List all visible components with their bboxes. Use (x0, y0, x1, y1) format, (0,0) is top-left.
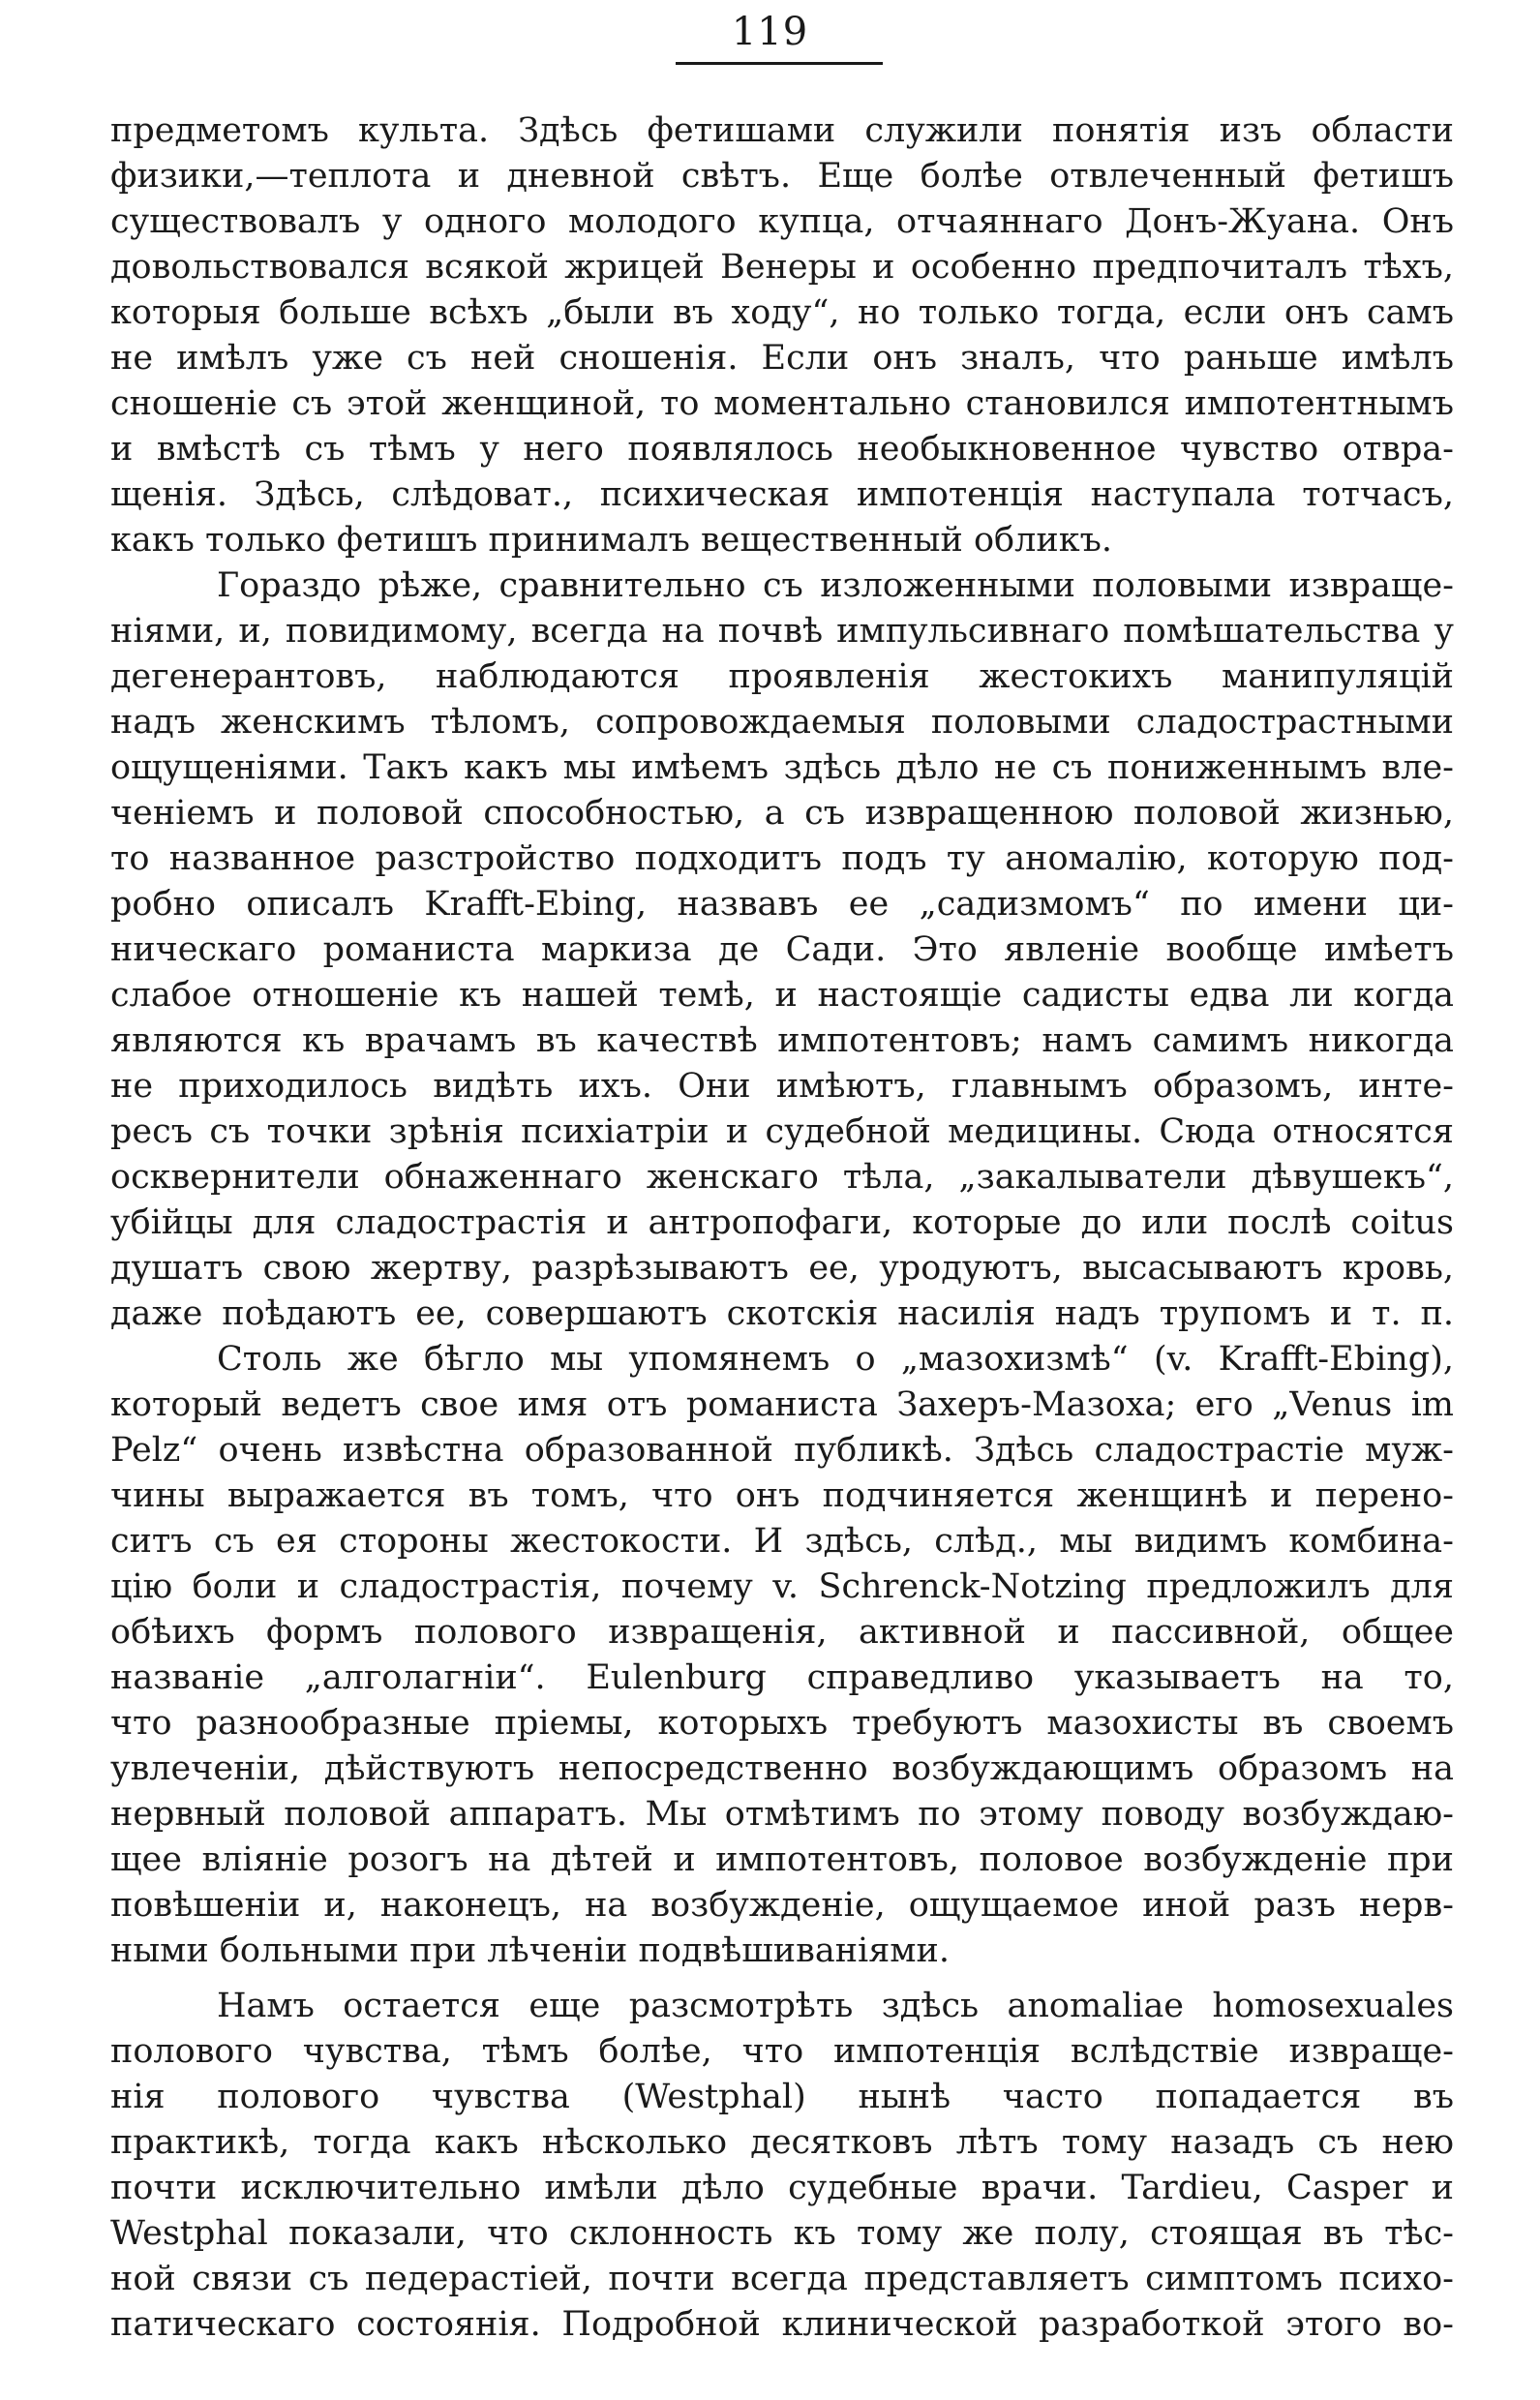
paragraph (110, 563, 1454, 1337)
text-line: Гораздо рѣже, сравнительно съ изложенными половыми извраще- (217, 566, 1454, 605)
text-line: ніями, и, повидимому, всегда на почвѣ импульсивнаго помѣшательства у (110, 612, 1454, 651)
text-line: Намъ остается еще разсмотрѣть здѣсь anomaliae homosexuales (217, 1987, 1454, 2025)
text-line: душатъ свою жертву, разрѣзываютъ ее, уродуютъ, высасываютъ кровь, (110, 1249, 1454, 1288)
text-line: полового чувства, тѣмъ болѣе, что импотенція вслѣдствіе извраще- (110, 2032, 1454, 2071)
text-line: довольствовался всякой жрицей Венеры и особенно предпочиталъ тѣхъ, (110, 248, 1454, 287)
text-line: не имѣлъ уже съ ней сношенія. Если онъ зналъ, что раньше имѣлъ (110, 339, 1454, 378)
text-line: Westphal показали, что склонность къ тому же полу, стоящая въ тѣс- (110, 2214, 1454, 2253)
text-line: осквернители обнаженнаго женскаго тѣла, „закалыватели дѣвушекъ“, (110, 1158, 1454, 1197)
text-line: робно описалъ Krafft-Ebing, назвавъ ее „садизмомъ“ по имени ци- (110, 885, 1454, 924)
body-text (110, 108, 1454, 2348)
text-line: названіе „алголагніи“. Eulenburg справедливо указываетъ на то, (110, 1658, 1454, 1697)
text-line: физики,—теплота и дневной свѣтъ. Еще болѣе отвлеченный фетишъ (110, 157, 1454, 196)
text-line: ными больными при лѣченіи подвѣшиваніями. (110, 1931, 950, 1970)
text-line: что разнообразные пріемы, которыхъ требуютъ мазохисты въ своемъ (110, 1704, 1454, 1743)
text-line: ническаго романиста маркиза де Сади. Это явленіе вообще имѣетъ (110, 930, 1454, 969)
page-number-rule (676, 62, 883, 65)
text-line: ощущеніями. Такъ какъ мы имѣемъ здѣсь дѣло не съ пониженнымъ вле- (110, 748, 1454, 787)
text-line: не приходилось видѣть ихъ. Они имѣютъ, главнымъ образомъ, инте- (110, 1067, 1454, 1106)
text-line: патическаго состоянія. Подробной клинической разработкой этого во- (110, 2305, 1454, 2344)
text-line: слабое отношеніе къ нашей темѣ, и настоящіе садисты едва ли когда (110, 976, 1454, 1015)
text-line: Pelz“ очень извѣстна образованной публикѣ. Здѣсь сладострастіе муж- (110, 1431, 1454, 1470)
text-line: практикѣ, тогда какъ нѣсколько десятковъ лѣтъ тому назадъ съ нею (110, 2123, 1454, 2162)
text-line: и вмѣстѣ съ тѣмъ у него появлялось необыкновенное чувство отвра- (110, 430, 1454, 469)
paragraph (110, 1337, 1454, 1974)
text-line: предметомъ культа. Здѣсь фетишами служили понятія изъ области (110, 111, 1454, 150)
text-line: который ведетъ свое имя отъ романиста Захеръ-Мазоха; его „Venus im (110, 1385, 1454, 1424)
text-line: то названное разстройство подходитъ подъ ту аномалію, которую под- (110, 839, 1454, 878)
text-line: дегенерантовъ, наблюдаются проявленія жестокихъ манипуляцій (110, 657, 1454, 696)
text-line: ченіемъ и половой способностью, а съ извращенною половой жизнью, (110, 794, 1454, 833)
text-line: надъ женскимъ тѣломъ, сопровождаемыя половыми сладострастными (110, 703, 1454, 742)
text-line: ситъ съ ея стороны жестокости. И здѣсь, слѣд., мы видимъ комбина- (110, 1522, 1454, 1561)
text-line: являются къ врачамъ въ качествѣ импотентовъ; намъ самимъ никогда (110, 1021, 1454, 1060)
paragraph (110, 1984, 1454, 2348)
text-line: нія полового чувства (Westphal) нынѣ часто попадается въ (110, 2078, 1454, 2116)
paragraph (110, 108, 1454, 563)
text-line: ресъ съ точки зрѣнія психіатріи и судебной медицины. Сюда относятся (110, 1112, 1454, 1151)
text-line: щенія. Здѣсь, слѣдоват., психическая импотенція наступала тотчасъ, (110, 475, 1454, 514)
text-line: которыя больше всѣхъ „были въ ходу“, но только тогда, если онъ самъ (110, 293, 1454, 332)
text-line: почти исключительно имѣли дѣло судебные врачи. Tardieu, Casper и (110, 2169, 1454, 2207)
text-line: даже поѣдаютъ ее, совершаютъ скотскія насилія надъ трупомъ и т. п. (110, 1294, 1454, 1333)
text-line: убійцы для сладострастія и антропофаги, которые до или послѣ coitus (110, 1203, 1454, 1242)
text-line: чины выражается въ томъ, что онъ подчиняется женщинѣ и перено- (110, 1476, 1454, 1515)
text-line: увлеченіи, дѣйствуютъ непосредственно возбуждающимъ образомъ на (110, 1749, 1454, 1788)
text-line: щее вліяніе розогъ на дѣтей и импотентовъ, половое возбужденіе при (110, 1840, 1454, 1879)
text-line: Столь же бѣгло мы упомянемъ о „мазохизмѣ“ (v. Krafft-Ebing), (217, 1340, 1454, 1379)
text-line: цію боли и сладострастія, почему v. Schrenck-Notzing предложилъ для (110, 1567, 1454, 1606)
paragraph-spacer (110, 1974, 1454, 1984)
text-line: какъ только фетишъ принималъ вещественный обликъ. (110, 521, 1112, 560)
text-line: повѣшеніи и, наконецъ, на возбужденіе, ощущаемое иной разъ нерв- (110, 1886, 1454, 1925)
text-line: ной связи съ педерастіей, почти всегда представляетъ симптомъ психо- (110, 2260, 1454, 2298)
text-line: обѣихъ формъ полового извращенія, активной и пассивной, общее (110, 1613, 1454, 1652)
text-line: сношеніе съ этой женщиной, то моментально становился импотентнымъ (110, 384, 1454, 423)
page-number: 119 (731, 10, 809, 54)
text-line: нервный половой аппаратъ. Мы отмѣтимъ по этому поводу возбуждаю- (110, 1795, 1454, 1834)
text-line: существовалъ у одного молодого купца, отчаяннаго Донъ-Жуана. Онъ (110, 202, 1454, 241)
